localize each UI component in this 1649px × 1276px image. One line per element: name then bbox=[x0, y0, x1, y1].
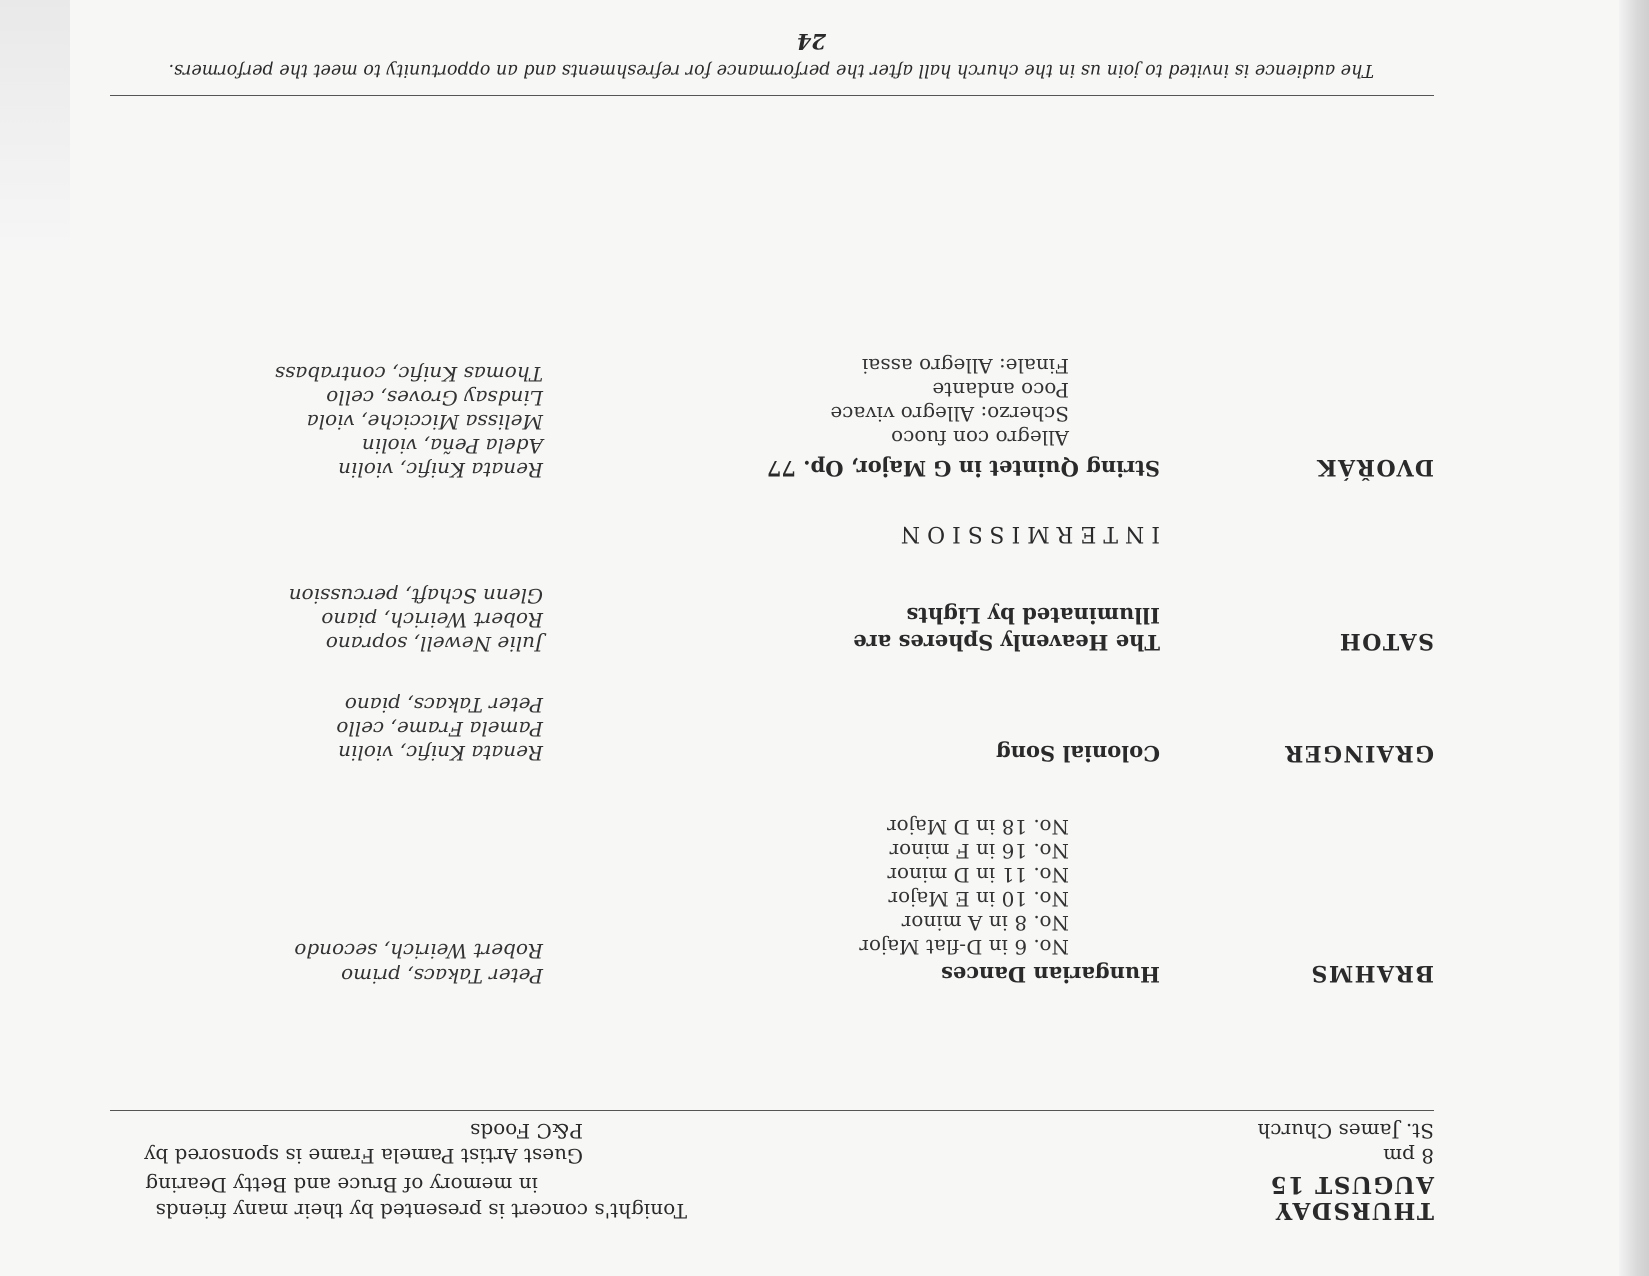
page-number: 24 bbox=[796, 29, 826, 54]
performer: Peter Takacs, primo bbox=[341, 964, 543, 988]
movement: Allegro con fuoco bbox=[891, 426, 1069, 450]
movement: Finale: Allegro assai bbox=[861, 354, 1069, 378]
performer: Robert Weirich, secondo bbox=[294, 939, 543, 963]
footer-rule bbox=[110, 95, 1434, 96]
composer-name: GRAINGER bbox=[1283, 740, 1434, 766]
header-rule bbox=[110, 1110, 1434, 1111]
sponsor-line: Tonight's concert is presented by their many friends bbox=[155, 1199, 687, 1223]
movement: No. 18 in D Major bbox=[887, 815, 1069, 839]
sponsor-line: in memory of Bruce and Betty Dearing bbox=[145, 1173, 538, 1197]
movement: No. 16 in F minor bbox=[889, 839, 1069, 863]
performer: Lindsay Groves, cello bbox=[326, 386, 543, 410]
work-title: Illuminated by Lights bbox=[906, 603, 1160, 628]
performer: Thomas Knific, contrabass bbox=[274, 362, 543, 386]
concert-time: 8 pm bbox=[1383, 1144, 1434, 1168]
performer: Julie Newell, soprano bbox=[325, 632, 543, 656]
composer-name: BRAHMS bbox=[1310, 960, 1434, 986]
composer-name: SATOH bbox=[1338, 628, 1434, 654]
concert-date: AUGUST 15 bbox=[1269, 1171, 1434, 1198]
movement: Scherzo: Allegro vivace bbox=[830, 402, 1069, 426]
movement: No. 6 in D-flat Major bbox=[859, 935, 1069, 959]
work-title: Colonial Song bbox=[996, 741, 1160, 766]
composer-name: DVOŘÁK bbox=[1315, 454, 1434, 480]
performer: Peter Takacs, piano bbox=[344, 693, 543, 717]
concert-day: THURSDAY bbox=[1274, 1197, 1434, 1224]
work-title: The Heavenly Spheres are bbox=[853, 630, 1160, 655]
work-title: String Quintet in G Major, Op. 77 bbox=[766, 456, 1160, 481]
concert-venue: St. James Church bbox=[1257, 1119, 1434, 1143]
movement: No. 8 in A minor bbox=[901, 911, 1069, 935]
movement: No. 10 in E Major bbox=[888, 887, 1069, 911]
performer: Melissa Micciche, viola bbox=[306, 410, 543, 434]
performer: Robert Weirich, piano bbox=[321, 608, 543, 632]
sponsor-line: P&C Foods bbox=[470, 1119, 583, 1143]
movement: No. 11 in D minor bbox=[887, 863, 1069, 887]
movement: Poco andante bbox=[932, 378, 1069, 402]
performer: Pamela Frame, cello bbox=[336, 717, 543, 741]
performer: Glenn Schaft, percussion bbox=[288, 584, 543, 608]
work-title: Hungarian Dances bbox=[941, 962, 1160, 987]
performer: Adela Peña, violin bbox=[361, 434, 543, 458]
performer: Renata Knific, violin bbox=[338, 458, 543, 482]
performer: Renata Knific, violin bbox=[338, 741, 543, 765]
intermission-label: INTERMISSION bbox=[893, 521, 1160, 546]
footer-note: The audience is invited to join us in the church hall after the performance for refreshments and an opportunity to meet the performers. bbox=[168, 60, 1374, 80]
sponsor-line: Guest Artist Pamela Frame is sponsored by bbox=[144, 1144, 583, 1168]
